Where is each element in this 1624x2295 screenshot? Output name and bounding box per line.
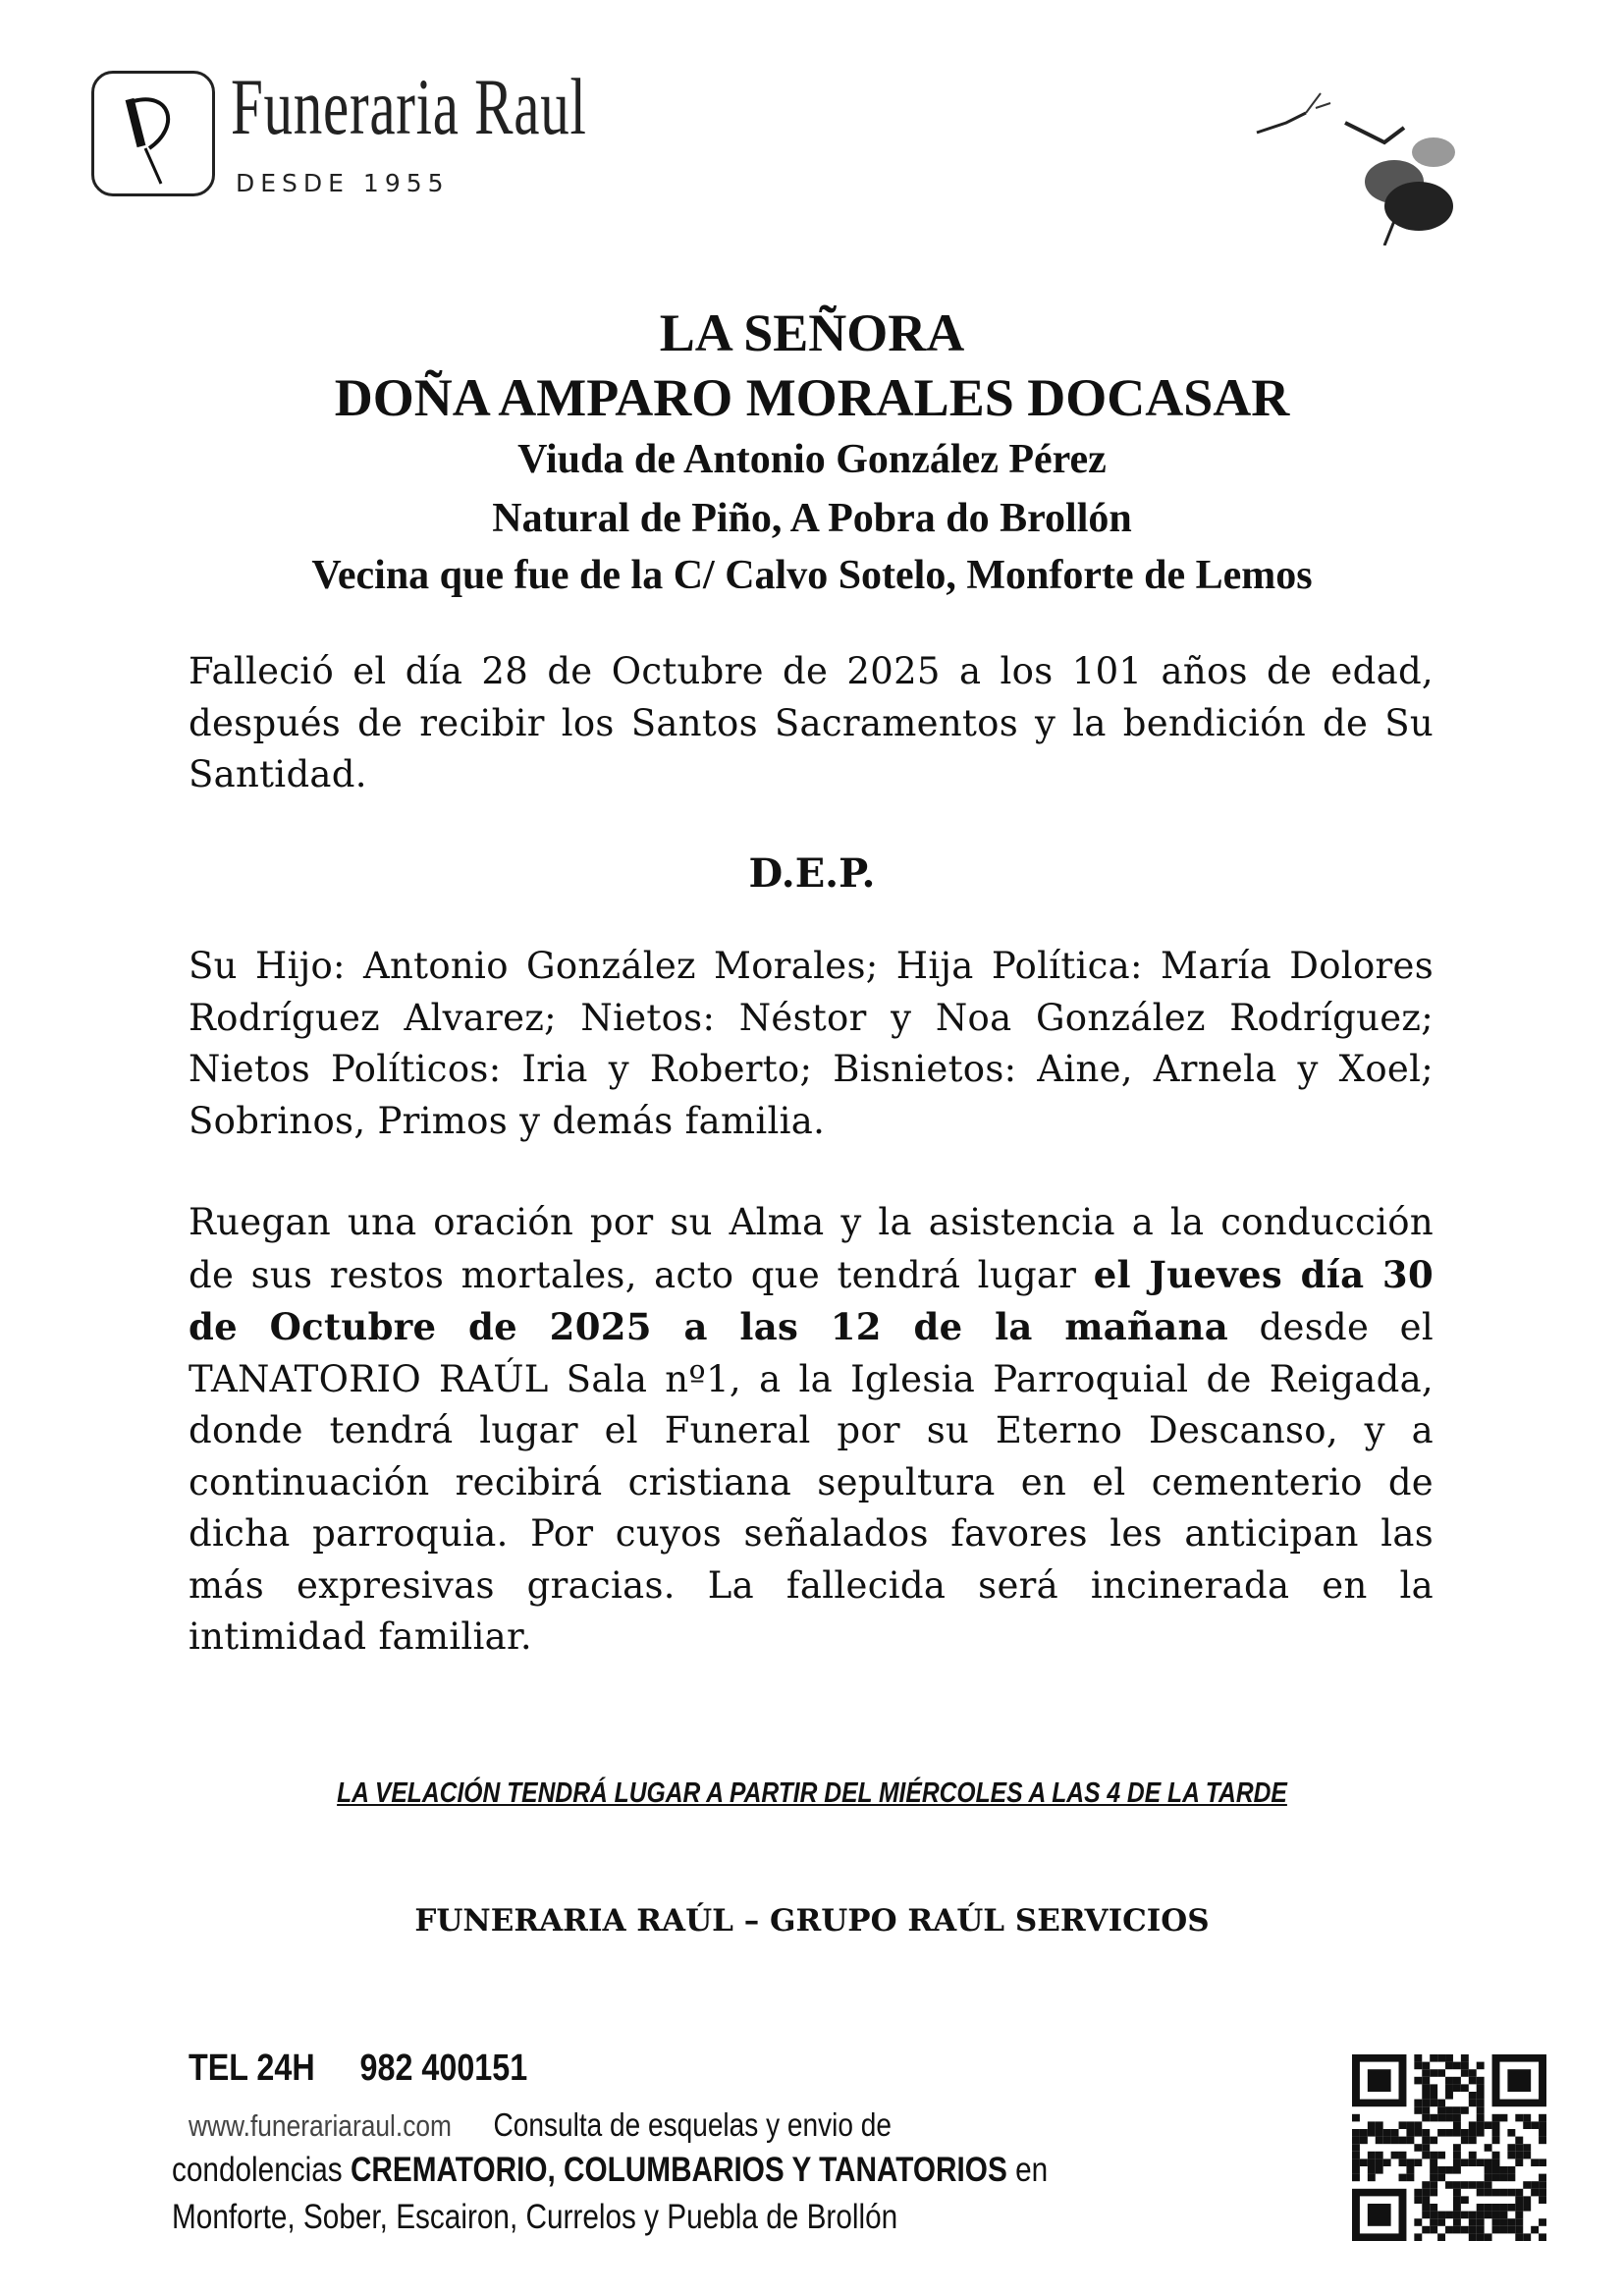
ceremony-details (189, 1197, 1434, 1664)
condolences-text: condolencias (172, 2151, 343, 2189)
en-text: en (1015, 2151, 1049, 2189)
group-name: FUNERARIA RAÚL – GRUPO RAÚL SERVICIOS (414, 1903, 1210, 1939)
ceremony-rest: desde el TANATORIO RAÚL Sala nº1, a la Iglesia Parroquial de Reigada, donde tendrá lugar el Funeral por su Eterno Descanso, y a continuación recibirá cristiana sepultura en el cementerio de dicha parroquia. Por cuyos señalados favores les anticipan las más expresivas gracias. La fallecida será incinerada en la intimidad familiar. (189, 1306, 1435, 1658)
brand-name: Funeraria Raul (231, 62, 587, 151)
website-link[interactable]: www.funerariaraul.com (189, 2108, 453, 2143)
phone-line (189, 2048, 572, 2090)
residence: Vecina que fue de la C/ Calvo Sotelo, Monforte de Lemos (311, 553, 1313, 598)
title-honorific: LA SEÑORA (659, 303, 965, 362)
flower-ornament-icon (1247, 83, 1473, 246)
ceremony-date: el Jueves día 30 de Octubre de 2025 a las 12 de la mañana (189, 1252, 1434, 1348)
services-text: CREMATORIO, COLUMBARIOS Y TANATORIOS (350, 2151, 1007, 2189)
death-notice: Falleció el día 28 de Octubre de 2025 a los 101 años de edad, después de recibir los Santos Sacramentos y la bendición de Su Santidad. (189, 650, 1434, 795)
ceremony-intro: Ruegan una oración por su Alma y la asistencia a la conducción de sus restos mortales, acto que tendrá lugar (189, 1201, 1434, 1296)
logo-emblem (91, 71, 215, 196)
footer-line-3 (172, 2151, 1048, 2190)
dep-label: D.E.P. (748, 850, 876, 897)
brand-since: DESDE 1955 (236, 169, 450, 197)
phone-number: 982 400151 (359, 2048, 528, 2089)
family-list: Su Hijo: Antonio González Morales; Hija Política: María Dolores Rodríguez Alvarez; Nietos: Néstor y Noa González Rodríguez; Nietos Políticos: Iria y Roberto; Bisnietos: Aine, Arnela y Xoel; Sobrinos, Primos y demás familia. (189, 945, 1434, 1142)
footer-line-2 (189, 2106, 892, 2144)
logo-r-icon (112, 87, 200, 186)
phone-label: TEL 24H (189, 2048, 315, 2089)
origin: Natural de Piño, A Pobra do Brollón (492, 496, 1132, 541)
widow-of: Viuda de Antonio González Pérez (517, 437, 1107, 482)
locations-text: Monforte, Sober, Escairon, Currelos y Puebla de Brollón (172, 2198, 898, 2236)
consult-text: Consulta de esquelas y envio de (493, 2106, 892, 2143)
wake-notice: LA VELACIÓN TENDRÁ LUGAR A PARTIR DEL MIÉRCOLES A LAS 4 DE LA TARDE (337, 1777, 1287, 1809)
deceased-name: DOÑA AMPARO MORALES DOCASAR (334, 368, 1290, 427)
qr-code-icon[interactable] (1352, 2054, 1546, 2241)
